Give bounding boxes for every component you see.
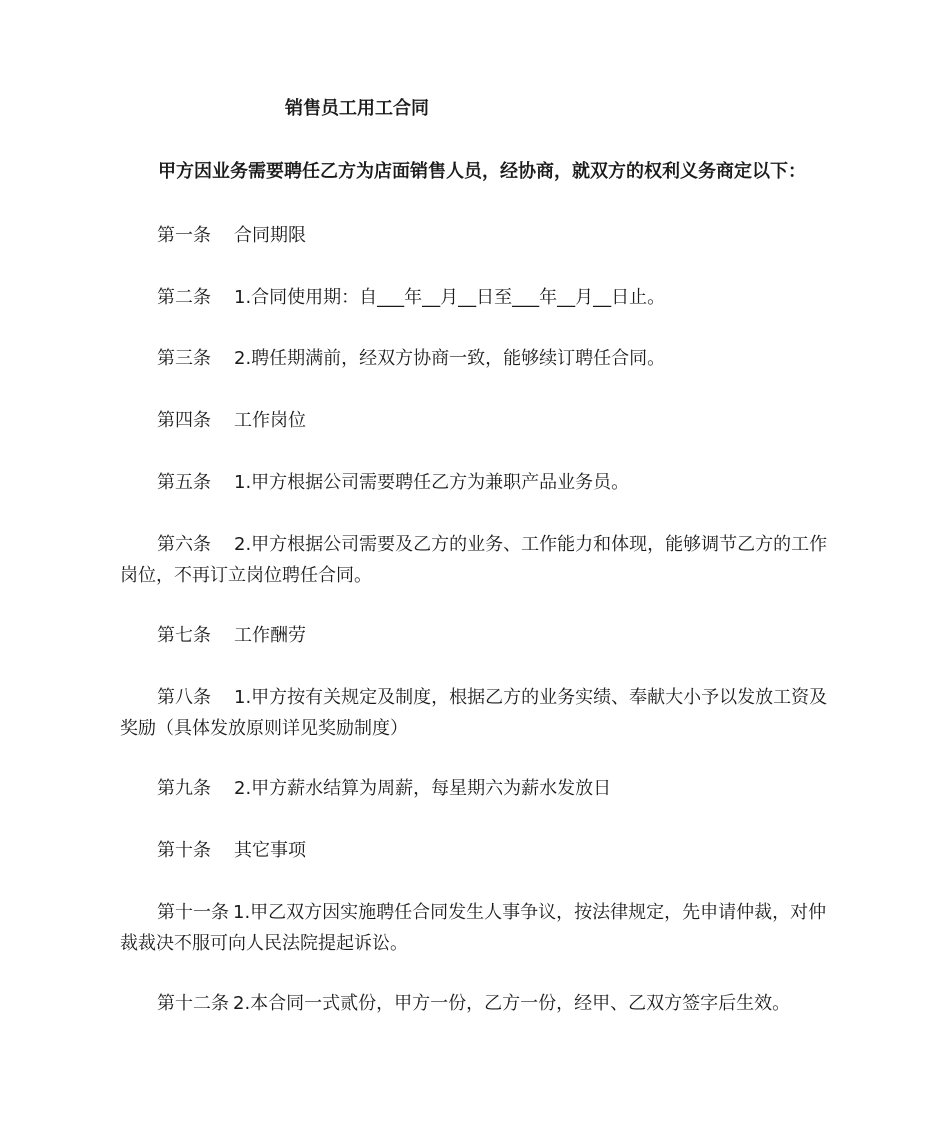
clause-text: 合同期限 <box>234 225 306 246</box>
clause-text: 1.甲方根据公司需要聘任乙方为兼职产品业务员。 <box>234 472 630 493</box>
clause-12 <box>120 988 832 1019</box>
clause-number: 第十二条 <box>157 993 229 1014</box>
clause-3 <box>120 343 832 374</box>
clause-11 <box>120 897 832 959</box>
clause-number: 第六条 <box>157 534 211 555</box>
clause-text: 2.甲方根据公司需要及乙方的业务、工作能力和体现，能够调节乙方的工作岗位，不再订立岗位聘任合同。 <box>120 534 828 586</box>
clause-5 <box>120 467 832 498</box>
clause-text: 其它事项 <box>234 840 306 861</box>
clause-4 <box>120 405 832 436</box>
clause-number: 第五条 <box>157 472 211 493</box>
clause-text: 工作岗位 <box>234 410 306 431</box>
clause-7 <box>120 620 832 651</box>
clause-text: 1.甲乙双方因实施聘任合同发生人事争议，按法律规定，先申请仲裁，对仲裁裁决不服可向人民法院提起诉讼。 <box>120 902 827 954</box>
clause-number: 第九条 <box>157 778 211 799</box>
clause-10 <box>120 835 832 866</box>
clause-text: 2.本合同一式贰份，甲方一份，乙方一份，经甲、乙双方签字后生效。 <box>233 993 791 1014</box>
clause-text: 工作酬劳 <box>234 625 306 646</box>
clause-number: 第七条 <box>157 625 211 646</box>
clause-1 <box>120 220 832 251</box>
clause-number: 第三条 <box>157 348 211 369</box>
clause-number: 第八条 <box>157 687 211 708</box>
document-title: 销售员工用工合同 <box>285 98 429 119</box>
clause-number: 第四条 <box>157 410 211 431</box>
clause-number: 第十一条 <box>157 902 229 923</box>
clause-2 <box>120 282 832 313</box>
intro-paragraph: 甲方因业务需要聘任乙方为店面销售人员，经协商，就双方的权利义务商定以下： <box>158 161 806 182</box>
clause-text: 2.甲方薪水结算为周薪，每星期六为薪水发放日 <box>234 778 612 799</box>
clause-number: 第一条 <box>157 225 211 246</box>
clause-number: 第二条 <box>157 287 211 308</box>
clause-number: 第十条 <box>157 840 211 861</box>
clause-6 <box>120 529 832 591</box>
clause-text: 2.聘任期满前，经双方协商一致，能够续订聘任合同。 <box>234 348 666 369</box>
clause-text: 1.甲方按有关规定及制度，根据乙方的业务实绩、奉献大小予以发放工资及奖励（具体发放原则详见奖励制度） <box>120 687 828 739</box>
clause-8 <box>120 682 832 744</box>
clause-9 <box>120 773 832 804</box>
clause-text: 1.合同使用期：自___年__月__日至___年__月__日止。 <box>234 287 666 308</box>
